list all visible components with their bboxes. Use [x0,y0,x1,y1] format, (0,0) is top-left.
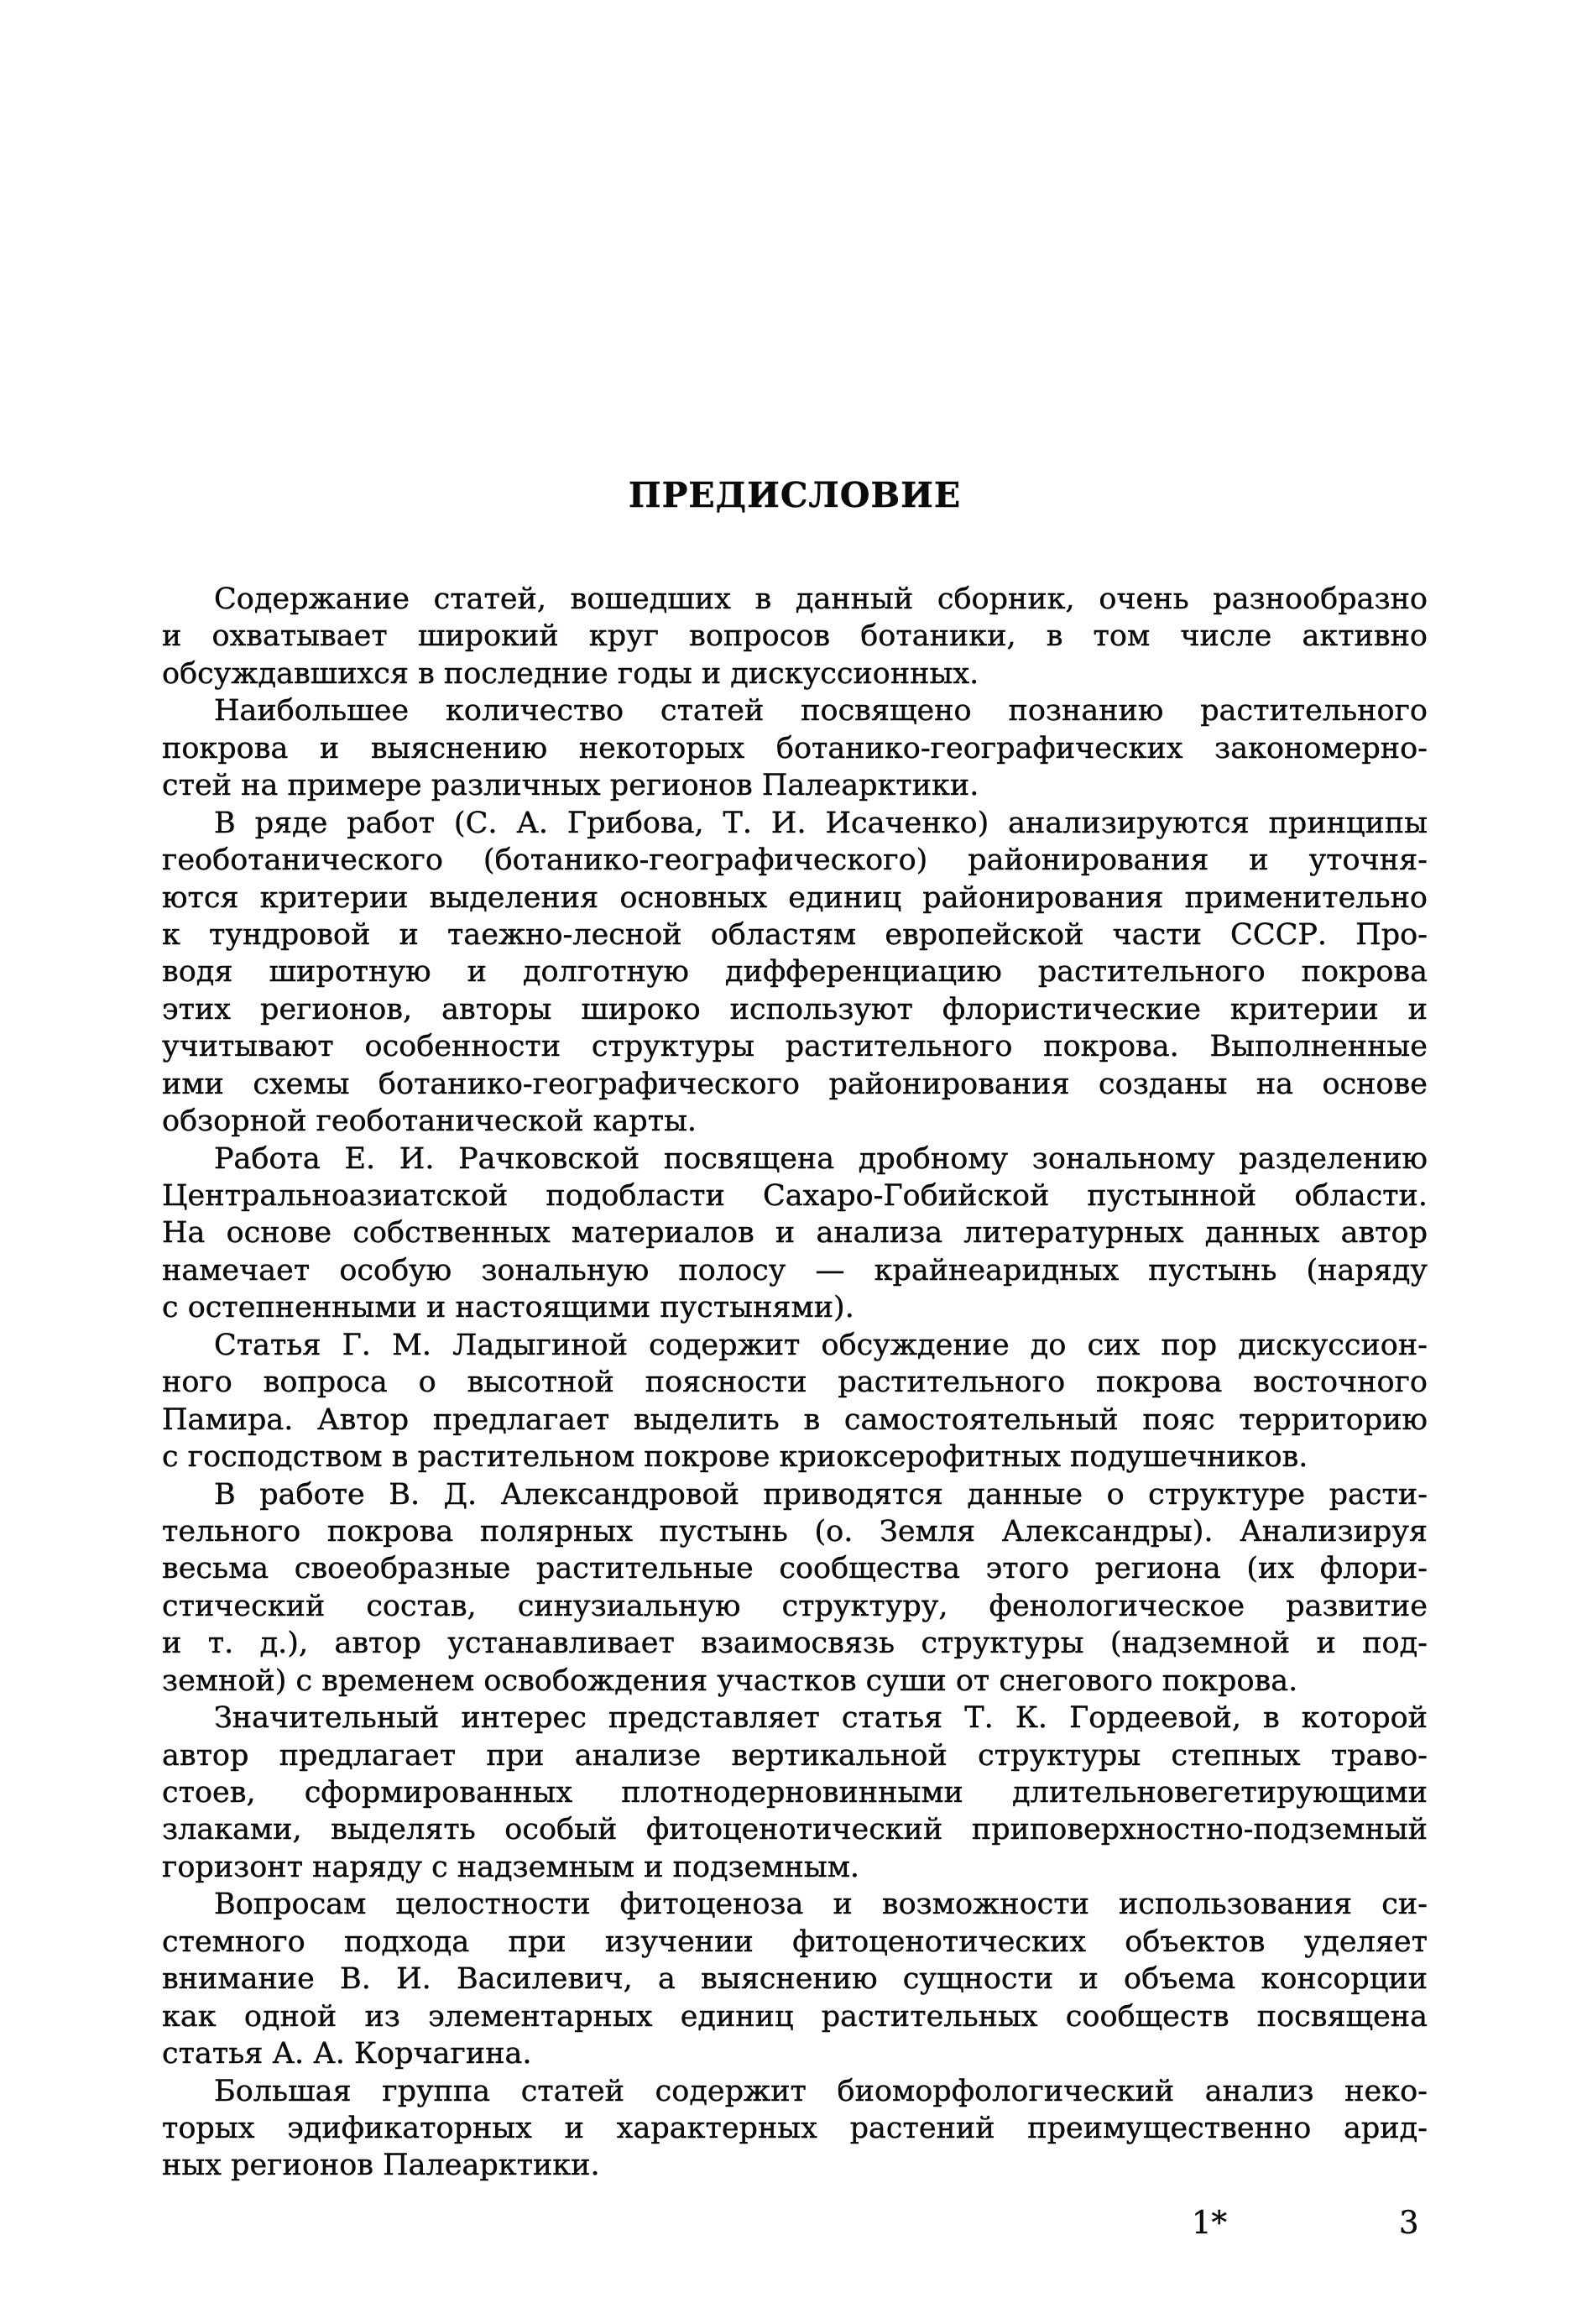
paragraph [162,692,1428,804]
text-line: и т. д.), автор устанавливает взаимосвязь структуры (надземной и под- [162,1627,1428,1661]
text-line: Наибольшее количество статей посвящено познанию растительного [214,694,1428,729]
text-line: ных регионов Палеарктики. [162,2149,600,2183]
text-line: как одной из элементарных единиц растительных сообществ посвящена [162,1999,1428,2034]
text-line: с остепненными и настоящими пустынями). [162,1291,854,1325]
text-line: учитывают особенности структуры растительного покрова. Выполненные [162,1030,1428,1064]
text-line: торых эдификаторных и характерных растений преимущественно арид- [162,2111,1428,2145]
text-line: В работе В. Д. Александровой приводятся данные о структуре расти- [214,1477,1428,1512]
paragraph [162,805,1428,1141]
text-line: и охватывает широкий круг вопросов ботаники, в том числе активно [162,619,1428,654]
text-line: обзорной геоботанической карты. [162,1105,697,1139]
text-line: этих регионов, авторы широко используют флористические критерии и [162,992,1428,1026]
page-number: 3 [1399,2205,1419,2241]
text-line: статья А. А. Корчагина. [162,2037,532,2071]
text-line: ного вопроса о высотной поясности растительного покрова восточного [162,1366,1428,1400]
text-line: водя широтную и долготную дифференциацию растительного покрова [162,955,1428,990]
signature-mark: 1* [1192,2205,1228,2241]
page-title: ПРЕДИСЛОВИЕ [628,475,962,515]
text-line: земной) с временем освобождения участков суши от снегового покрова. [162,1663,1298,1698]
text-line: ются критерии выделения основных единиц районирования применительно [162,880,1428,915]
text-line: В ряде работ (С. А. Грибова, Т. И. Исаченко) анализируются принципы [214,806,1428,840]
text-line: внимание В. И. Василевич, а выяснению сущности и объема консорции [162,1962,1428,1997]
text-line: Значительный интерес представляет статья Т. К. Гордеевой, в которой [214,1701,1428,1736]
text-line: Содержание статей, вошедших в данный сборник, очень разнообразно [214,582,1428,616]
paragraph [162,1700,1428,1886]
paragraph [162,2073,1428,2185]
text-line: На основе собственных материалов и анализа литературных данных автор [162,1216,1428,1251]
paragraph [162,1327,1428,1476]
text-line: Центральноазиатской подобласти Сахаро-Гобийской пустынной области. [162,1179,1428,1213]
paragraph [162,1141,1428,1327]
text-line: намечает особую зональную полосу — крайнеаридных пустынь (наряду [162,1253,1428,1287]
text-line: к тундровой и таежно-лесной областям европейской части СССР. Про- [162,917,1428,952]
text-line: стей на примере различных регионов Палеарктики. [162,769,979,803]
text-line: Вопросам целостности фитоценоза и возможности использования си- [214,1888,1428,1922]
text-line: Памира. Автор предлагает выделить в самостоятельный пояс территорию [162,1402,1428,1437]
paragraph [162,1886,1428,2072]
text-line: злаками, выделять особый фитоценотический приповерхностно-подземный [162,1813,1428,1847]
text-line: покрова и выяснению некоторых ботанико-географических закономерно- [162,731,1428,765]
paragraph [162,1476,1428,1700]
text-line: Большая группа статей содержит биоморфологический анализ неко- [214,2074,1428,2108]
text-line: геоботанического (ботанико-географического) районирования и уточня- [162,843,1428,878]
text-line: Статья Г. М. Ладыгиной содержит обсуждение до сих пор дискуссион- [214,1328,1428,1362]
text-line: Работа Е. И. Рачковской посвящена дробному зональному разделению [214,1141,1428,1176]
paragraph [162,581,1428,692]
text-line: стемного подхода при изучении фитоценотических объектов уделяет [162,1924,1428,1959]
text-line: с господством в растительном покрове криоксерофитных подушечников. [162,1440,1308,1475]
text-line: обсуждавшихся в последние годы и дискуссионных. [162,656,979,691]
text-line: стический состав, синузиальную структуру, фенологическое развитие [162,1589,1428,1623]
text-line: тельного покрова полярных пустынь (о. Земля Александры). Анализируя [162,1514,1428,1548]
preface-body [162,581,1428,2185]
text-line: горизонт наряду с надземным и подземным. [162,1850,860,1884]
text-line: стоев, сформированных плотнодерновинными длительновегетирующими [162,1776,1428,1810]
text-line: автор предлагает при анализе вертикальной структуры степных траво- [162,1738,1428,1773]
text-line: ими схемы ботанико-географического районирования созданы на основе [162,1067,1428,1101]
text-line: весьма своеобразные растительные сообщества этого региона (их флори- [162,1552,1428,1586]
